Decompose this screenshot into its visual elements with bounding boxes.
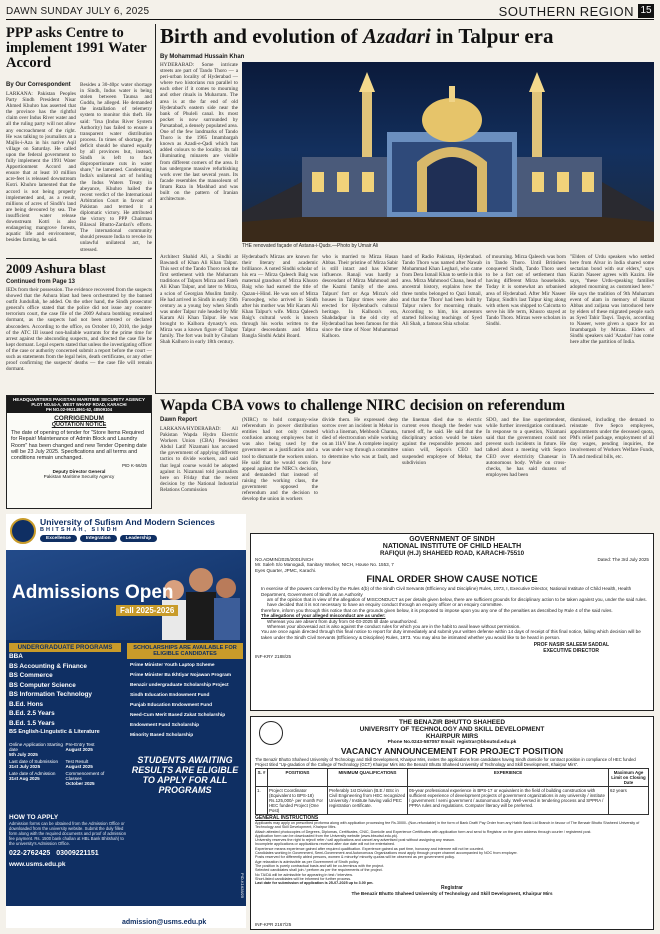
scholarship-item: Sindh Education Endowment Fund [130,693,210,698]
ad1-subtitle: QUOTATION NOTICE [51,422,107,428]
table-cell: Project Coordinator (Equivalent to BPS-18) Rs.125,000/- per month For HEC funded Project (One Post) [268,787,328,815]
instruction-item: Attach attested photocopies of Degrees, Diplomas, Certificates, CNIC, Domicile and Experience Certificates with application form and send to Registrar on the given address through courier / registered post. [255,829,592,834]
scholarship-item: Endowment Fund Scholarship [130,723,200,728]
nich-notice-ad [250,533,654,711]
table-header-row [256,769,649,787]
col-header: EXPERIENCE [408,769,609,787]
ad3-item: therefore, inform you through this notice that on the grounds given below, it is proposed to impose upon you any one of the penalties as described by Rule 4 of the said rules. [261,607,613,613]
admissions-open-title: Admissions Open [12,582,174,603]
feature-col2: Architect Shahid Ali, a Sindhi at Bawandi of Khan Ali Khan Talpur. This sect of the Tando Thoro took the first settlement with the Moharram traditions of Talpurs Mirza and Fateh Ali Khan Talpur, and later to Mirza, a scion of Georgian Muslim family. He had arrived in Sindh in early 19th century as a young boy when Sindh was under Talpur rule headed by Mir Karam Ali Khan Talpur. He was brought to Kalhora dynasty's era. Mirza was a known figure of Talpur family. The fort was built by Ghulam Shah Kalhoro in early 18th century. [160,254,238,346]
story2-headline: 2009 Ashura blast [6,261,106,276]
table-cell: 1. [256,787,268,815]
story1-headline: PPP asks Centre to implement 1991 Water Accord [6,25,147,71]
ad1-sign2: Pakistan Maritime Security Agency [43,473,115,479]
vacancy-table [255,768,649,815]
scholarship-item: Minority Based Scholarship [130,733,194,738]
story1-col1: LARKANA: Pakistan Peoples Party Sindh President Nisar Ahmed Khuhro has asserted that the province has the rightful claim over Indus River water and all the ruling party will not allow any encroachment of the right. He was talking to journalists at a Majlis-i-Aza in his native Aqil village on Saturday. He called upon the federal government to fully implement the 1991 Water Apportionment Accord and ensure that at least 10 million acre-feet is released downstream Kotri. Khuhro lamented that the accord is not being properly implemented and, as a result, millions of acres of Sindh's land are being devoured by sea. The insufficient water release downstream Kotri is also endangering mangrove forests, aquatic life and environment, besides farming, he said. [6,91,76,244]
university-logo [10,518,36,544]
ad3-item: The allegations of your alleged misconduct are as under: [261,613,386,619]
page-number: 15 [638,4,654,18]
table-cell: 05-year professional experience in BPS-17 or equivalent in the field of building construction with sufficient experience of development projects of government organizations in any university / institute / government / semi government / autonomous body. Well-versed in tendering process and SPPRA / PPRA rules and regulations. Computer literacy will be preferred. [408,787,609,815]
pill-leadership: Leadership [120,535,158,542]
ad4-h3: KHAIRPUR MIRS [425,733,479,740]
program-item: BBA [9,653,23,660]
ad4-contact: Phone No.0243-587057 Email: registrar@bbsutsd.edu.pk [387,740,517,745]
scholarship-item: Benazir undergraduate Scholarship Project [130,683,229,688]
howto-title: HOW TO APPLY [9,814,59,821]
phone-number: 03009221151 [56,850,99,857]
feature-headline-a: Birth and evolution of [160,24,364,48]
instruction-item: Last date for submission of application is 25-07-2025 up to 3.00 pm. [255,881,374,886]
program-item: BS Accounting & Finance [9,662,87,670]
ad3-item: am of the opinion that in view of the allegation of MISCONDUCT as per details given below, there are sufficient grounds for disciplinary action to be taken against you, under the said rules. [267,597,647,603]
ug-programs-title: UNDERGRADUATE PROGRAMS [9,643,121,652]
ad4-title: VACANCY ANNOUNCEMENT FOR PROJECT POSITION [340,746,564,756]
feature-col6: of mourning. Mirza Qaleech was born in Tando Thoro. Until Britishers conquered Sindh, Tando Thoro used to be a fort out of settlement than having different Mirza households. Today it is somewhat an urbanised area of Hyderabad. After Mir Naseer Talpur, Sindh's last Talpur king along with others was shipped to Calcutta to serve his life term, Khusro stayed at Tando Thoro. Mirzas were scholars in Sindhi. [486,254,566,328]
ad3-sign2: EXECUTIVE DIRECTOR [543,648,599,655]
col-header: S. # [256,769,268,787]
program-item: B.Ed. 2.5 Years [9,710,55,717]
ad1-addr: PLOT NO.54-A, WEST WHARF ROAD, KARACHI [31,402,127,407]
schedule-label: Pre-Entry Test [65,741,95,747]
schedule-date: 31st Aug 2025 [9,775,40,781]
ad4-registrar: Registrar [441,885,463,892]
instruction-item: Candidates working in Government, Semi-Government and Autonomous Organizations must apply through proper channel accompanied by NOC from employer. [255,851,518,856]
ad4-pid: INF-KPR 2167/25 [255,921,292,927]
scholarship-item: Punjab Education Endowment Fund [130,703,213,708]
table-cell: 62 years [609,787,649,815]
program-list [9,652,121,738]
ad3-item: Whereas you are absent from duty from 04-03-2025 till date unauthorized. [267,618,418,624]
schedule-label: Last date of Submission [9,758,59,764]
ad1-body: The date of opening of tender for "Store Items Required for Repair/ Maintenance of Admin Block and Laundry Room" has been changed and new Tender Opening date will be 23 July 2025. Specifications and all terms and conditions remain unchanged. [11,430,147,462]
pill-integration: Integration [80,535,117,542]
phone-number: 022-2762425 [9,850,51,857]
story1-col2: Besides a 30-40pc water shortage in Sindh, Indus water is being stolen between Taunsa and Guddu, he alleged. He demanded the installation of telemetry system to monitor this theft. He said: "Irsa (Indus River System Authority) has failed to ensure a transparent water distribution process. In times of shortage, the deficit should be shared equally by all provinces but, instead, Sindh is left to face disproportionate cuts in water share," he lamented. Condemning India's unilateral act of holding the Indus Waters Treaty in abeyance, Khuhro hailed the recent verdict of the International Arbitration Court in favour of Pakistan and termed it a diplomatic victory. He attributed the victory to PPP Chairman Bilawal Bhutto-Zardari's efforts. The international community should pressure India to revoke its unlawful unilateral act, he stressed. [80,82,152,253]
bbsutsd-vacancy-ad [250,716,654,930]
program-item: BS Computer Science [9,681,76,689]
story3-col4: the lineman died due to electric current even though the feeder was turned off, he said. He said that the disciplinary action would be taken against the responsible persons and union will, Sepco's CEO had suspended employee of Mehar, the subdivision [402,417,482,466]
imambargah-illustration [242,62,654,242]
feature-col4: who is married to Mirza Hasan Abbas. Their pristine of Mirza Sabir is still intact and has Khmer influence. Ranaji was hardly a descendant of Mirza Mahmoud and the Kazmi family of the area. Talpurs' fort or Aqa Mirza's old houses in Talpur times were also erected for Hyderabad's cultural heritage. In Kalhora's era, Shahdadpur in the old city of Hyderabad has been famous for this since the time of Noor Muhammad Kalhoro. [322,254,398,340]
usms-admission-ad [6,514,246,928]
feature-photo [242,62,654,242]
usms-name: University of Sufism And Modern Sciences [40,517,215,527]
instruction-item: University reserves the right to reject/ refer / call applications and cancel any advertised post without assigning any reason. [255,838,456,843]
schedule-label: Online Application Starting date [9,741,63,752]
admission-banner [6,550,246,640]
schedule-date: October 2025 [65,781,95,787]
feature-headline [160,24,654,48]
story3-col5: SDO, and the line superintendent, while further investigation continued. In response to a question, Nizamani said that the government could not prevent such incidents in future. He talked about a meeting with Sepco CEO over electricity Chanesar in autonomous body. While on cross-checks, he has said dozens of employees had been [486,417,566,478]
ad2-pid: PID-K1628/25 [240,872,245,898]
admission-term: Fall 2025-2026 [116,605,178,616]
story3-col6: dismissed, including the demand to reinstate five Sepco employees, appointments under the deceased quota, PM's relief package, employment of all day wages, pending inquiries, the involvement of Workers Welfare Funds, TA and medical bills, etc. [570,417,654,460]
story1-byline: By Our Correspondent [6,82,71,88]
instruction-item: Application form can be downloaded from the University website (www.bbsutsd.edu.pk). [255,833,399,838]
email-link[interactable]: admission@usms.edu.pk [122,919,207,926]
schedule-label: Late date of Admission [9,770,56,776]
ad3-item: You are once again directed through this final notice to report for duty immediately and submit your written defense within 14 days of receipt of this final notice, failing which decision will be taken under the Sindh Civil Servants (Efficiency & Discipline) Rules, 1973. You may also be intimated whether you would like to be heard in person. [261,629,641,640]
scholarship-item: Prime Minister Youth Laptop Scheme [130,663,215,668]
story3-byline: Dawn Report [160,417,198,423]
program-item: BS Information Technology [9,691,92,698]
admission-schedule [9,742,121,787]
ad3-item: Whereas your abovesaid act is also against the conduct rules for which you are in the habit to avail leave without permission. [267,624,521,630]
program-item: BS Commerce [9,672,53,679]
ad3-date: Dated: The 3rd July 2025 [597,557,649,562]
ad3-pid: INF-KRY 2188/25 [255,654,292,660]
schedule-date: 5th July 2025 [9,752,38,758]
ad3-ref: NO.ADMIN/2025/2001/NICH [255,557,314,562]
story3-headline: Wapda CBA vows to challenge NIRC decision on referendum [160,397,566,414]
instruction-item: Incomplete applications or applications received after due date will not be entertained. [255,842,396,847]
howto-body: Admission forms can be obtained from the Admission Office or downloaded from the university website. Submit the duly filled form along with the required documents and proof of admission fee payment. Rs. 1500 bank challan at HBL Bank Bhitshah) to the university's Admission Office. [9,821,127,846]
instruction-item: Posts reserved for differently abled persons, women & minority/ minority quotas will be observed as per government policy. [255,855,455,860]
schedule-label: Commencement of Classes [65,770,105,781]
schedule-date: 31st July 2025 [9,764,41,770]
schedule-date: August 2025 [65,746,93,752]
ad4-h1: THE BENAZIR BHUTTO SHAHEED [398,719,506,726]
instruction-item: Selected candidates shall join / perform as per the requirements of the project. [255,868,383,873]
ad3-address: RAFIQUI (H.J) SHAHEED ROAD, KARACHI-75510 [379,550,525,557]
divider [155,393,654,394]
instructions-list [255,821,649,885]
feature-col3: Hyderabad's Mirzas are known for their literary and academic brilliance. A noted Sindhi scholar of his era — Mirza Qaleech Baig was maternal grandson of Mirza Khusro Baig who had earned the title of Qazan-i-Hind. He was son of Mirza Farooqbeg, who arrived in Sindh after his mother was Mir Karam Ali Khan Talpur's wife. Mirza Qaleech Baig's cultural work is known through his works written to the Talpur descendants and Mirza Bangla Sindhi Adabi Board. [242,254,318,340]
feature-col5: hand of Radio Pakistan, Hyderabad. Tando Thoro was named after Nawab Mohammad Khan Leghari, who came from Dera Ismail Khan to settle in this area. Mirza Mahmood Chana, head of ancestral history, explains how the three tombs belonged to Qazi Ismail, and that the 'Thoro' had been built by Talpur rulers for mourning rituals. According to him, his ancestors started following teachings of Syed Ali Shah, a famous Shia scholar. [402,254,482,328]
col-header: MINIMUM QUALIFICATIONS [328,769,408,787]
schedule-label: Test Result [65,758,89,764]
ad3-item: have decided that it is not necessary to have an enquiry conduct through an enquiry officer or an enquiry committee. [267,602,503,608]
ad3-title: FINAL ORDER SHOW CAUSE NOTICE [366,574,538,586]
feature-col1: HYDERABAD: Some intricate streets are part of Tando Thoro — a peri-urban locality of Hyderabad — where two historians run parallel to each other if it comes to mourning and other rituals in Muharram. The area is at the far end of old Hyderabad's eastern side near the bank of Phuleli canal. Its most pocket is now surrounded by Parsatabad, a densely populated area. One of the few landmarks of Tando Thoro is the 1965 Imambargah known as Azadi-e-Qadi which has added colours to the locality. Its tall illuminating minarets are visible from different corners of the area. It has undergone massive refurbishing work over the last several years. Its facade resembles the mausoleum of Imam Raza in Mashhad and was built on the pattern of Iranian architecture. [160,62,238,203]
website-link[interactable]: www.usms.edu.pk [9,861,66,868]
ad1-phone: PH NO.02-99214961-62, 48509104 [45,407,113,412]
instruction-item: Experience means experience gained after required qualification. Experience gained as part time, honorary and internee will not be counted. [255,846,484,851]
instruction-item: No TA/DA will be admissible for appearing in test / interview. [255,872,353,877]
ad3-institute: NATIONAL INSTITUTE OF CHILD HEALTH [382,543,522,550]
feature-headline-b: Azadari [363,24,431,48]
instruction-item: The position is purely contractual basis and will be co-terminus with the project. [255,863,385,868]
section-title: SOUTHERN REGION [498,4,634,19]
story2-body: IEDs from their possession. The evidence recovered from the suspects showed that the Ashura blast had been orchestrated by the banned outfit Jundullah, he added. On the other hand, the Sindh prosecutor general's office stated that the police did not issue any counter-terrorism court, the case file of the 2009 Ashura bombing remained dormant, as the suspects had not been arrested or declared absconders. According to the office, on October 10, 2010, the judge of the ATC III issued non-bailable warrants for the prime time for arrest against the absconding suspects, and directed the case file be kept dormant. Legal experts stated that unless the investigating officer of the case or authority concerned submit a report before the court — such as statements from the legal heirs, death certificates, or any other proof confirming the suspects' deaths — the case file will remain dormant. [6,287,152,373]
ad3-sign: PROF NASIR SALEEM SADDAL [533,642,609,649]
program-item: BS English-Linguistic & Literature [9,729,100,735]
university-logo [259,721,283,745]
corrigendum-ad [6,395,152,509]
ad1-sign: Deputy Director General [52,468,106,474]
feature-byline: By Mohammad Hussain Khan [160,54,245,60]
table-cell: Preferably 1st Division (B.E / BSc in Civil Engineering from HEC recognized University / Institute having valid PEC registration certificate. [328,787,408,815]
gen-title: GENERAL INSTRUCTIONS [255,815,319,821]
usms-location: BHITSHAH, SINDH [40,527,119,533]
divider [6,258,152,259]
ad3-recipient: Mr. Saleh S/o Manogadi, Sanitary Worker, NICH, House No. 1553, 7 Eyes Quarter, JPMC, Karachi. [255,562,394,573]
scholarship-list [127,659,243,743]
scholarships-title: SCHOLARSHIPS ARE AVAILABLE FOR ELIGIBLE CANDIDATES [133,645,237,657]
table-row [256,787,649,815]
ad1-org: HEADQUARTERS PAKISTAN MARITIME SECURITY AGENCY [12,397,146,402]
col-header: Maximum Age Limit on Closing Date [609,769,649,787]
story3-col1: LARKANA/HYDERABAD: All Pakistan Wapda Hydro Electric Workers Union (CBA) President Abdul Latif Nizamani has accused the government of applying different tactics to divide workers, and said that legal course would be adopted against it. Nizamani told journalists here on Friday that the recent decision by the National Industrial Relations Commission [160,426,238,493]
col-header: POSITIONS [268,769,328,787]
ad1-ref: PID K-56/25 [121,463,147,469]
ad3-gov: GOVERNMENT OF SINDH [409,536,495,543]
story3-col3: divide them. He expressed deep sorrow over an incident in Mehar in which a lineman, Mehboob Channa, died of electrocution while working on an 11kV line. A complete inquiry was under way through a committee to determine who was at fault, and how [322,417,398,466]
pill-excellence: Excellence [40,535,77,542]
instruction-item: Short-listed candidates will be informed for further process. [255,876,352,881]
feature-caption: THE renovated façade of Astana-i-Quds.—Photo by Umair Ali [242,243,379,249]
story2-sub: Continued from Page 13 [6,279,76,285]
divider [155,24,156,394]
ad1-title: CORRIGENDUM [54,415,104,422]
ad4-intro: The Benazir Bhutto Shaheed University of Technology and Skill Development, Khairpur Mirs, invites the applications from candidates having Sindh domicile for contract position in compliance of HEC funded Project titled "Up-gradation of the College of Technology (GCT) Khairpur Mirs into the Benazir Bhutto Shaheed University of Technology and Skill Development, Khairpur Mirs". [255,757,636,767]
instruction-item: Applicants may apply on prescribed proforma along with application processing fee Rs.3000/- (Non-refundable) in the form of Bank Draft/ Pay Order from any Habib Bank Ltd Branch in favour of The Benazir Bhutto Shaheed University of Technology and Skill Development, Khairpur Mirs. [255,821,640,830]
scholarship-item: Prime Minister Ba Ikhtiyar Nojawan Program [130,673,232,678]
results-cta: STUDENTS AWAITING RESULTS ARE ELIGIBLE TO APPLY FOR ALL PROGRAMS [131,755,239,795]
instruction-item: Age relaxation is admissible as per Government of Sindh policy. [255,859,360,864]
feature-headline-c: in Talpur era [430,24,554,48]
ad3-item: In exercise of the powers conferred by the Rules 4(b) of the Sindh Civil Servants (Efficiency and Discipline) Rules, 1973, I, Executive Director, National Institute of Child Health, Health Department, Government of Sindh as an Authority [261,586,632,597]
program-item: B.Ed. 1.5 Years [9,719,55,727]
masthead [6,4,654,20]
masthead-date: DAWN SUNDAY JULY 6, 2025 [6,6,150,17]
program-item: B.Ed. Hons [9,700,44,708]
story3-col2: (NIRC) to hold company-wise referendum in power distribution entities had not only created confusion among employees but it was also being used by the government as a justification and a tool to dismantle the workers union. He said that he would soon file appeal against the NIRC's decision, and demanded that instead of raising the working class, the government opposed the referendum and the decision to develop the union in workers [242,417,318,503]
ad4-h2: UNIVERSITY OF TECHNOLOGY AND SKILL DEVELOPMENT [359,726,545,733]
ad4-registrar-org: The Benazir Bhutto Shaheed University of Technology and Skill Development, Khairpur Mirs [351,891,553,897]
scholarship-item: Need-Cum Merit Based Zakat Scholarship [130,713,226,718]
feature-col7: "Elders of Urdu speakers who settled here from Alvar in India shared some sectarian bond with our elders," says Kazim Naseer agrees with Kazim. He says, "these Urdu-speaking families adopted mourning as customised here." He says the tradition of 9th Muharram event of alam in memory of Hazrat Abbas and zuljana was introduced here by elders of these migrated people such as Syed Tahir Taqvi. Taqvis, according to Naseer, were given a space for an Imambargah by Mirzas. Elders of Sindhi speakers said 'Azadari' has come here after the partition of India. [570,254,654,346]
schedule-date: August 2025 [65,764,93,770]
